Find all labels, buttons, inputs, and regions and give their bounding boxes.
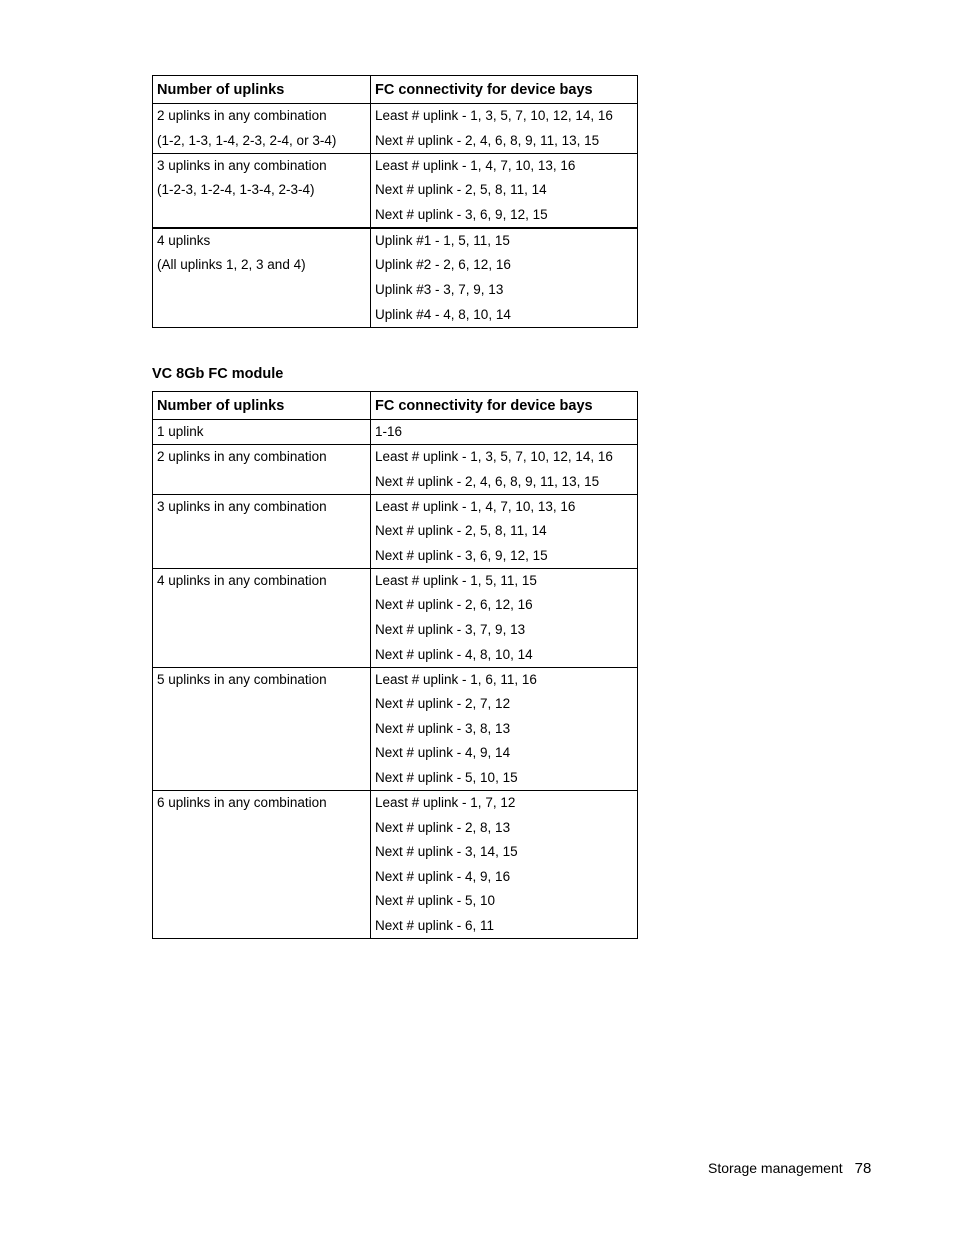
section-heading: VC 8Gb FC module	[152, 366, 284, 382]
page-number: 78	[854, 1160, 872, 1177]
connectivity-line: Least # uplink - 1, 3, 5, 7, 10, 12, 14, 16	[375, 108, 613, 123]
connectivity-line: Uplink #3 - 3, 7, 9, 13	[375, 281, 504, 297]
footer-section-name: Storage management	[708, 1160, 843, 1176]
connectivity-line: Least # uplink - 1, 7, 12	[375, 794, 516, 810]
connectivity-cell	[371, 494, 638, 568]
connectivity-line: Next # uplink - 5, 10	[375, 893, 496, 909]
connectivity-line: Next # uplink - 4, 8, 10, 14	[375, 646, 533, 662]
uplink-count-cell	[153, 667, 371, 790]
table-row	[153, 790, 638, 938]
uplink-count-cell	[153, 790, 371, 938]
column-header-fc-connectivity: FC connectivity for device bays	[371, 392, 638, 420]
connectivity-line: Least # uplink - 1, 4, 7, 10, 13, 16	[375, 498, 576, 514]
uplink-count-text: 4 uplinks in any combination	[157, 572, 327, 588]
connectivity-line: Next # uplink - 6, 11	[375, 917, 495, 933]
table-row	[153, 153, 638, 228]
connectivity-line: Uplink #2 - 2, 6, 12, 16	[375, 257, 511, 273]
connectivity-line: Next # uplink - 3, 6, 9, 12, 15	[375, 547, 548, 563]
uplink-count-cell	[153, 568, 371, 667]
uplink-count-text: 3 uplinks in any combination	[157, 157, 327, 173]
uplink-count-text: 5 uplinks in any combination	[157, 671, 327, 687]
uplink-count-cell	[153, 228, 371, 327]
uplink-combinations-text: (1-2-3, 1-2-4, 1-3-4, 2-3-4)	[157, 182, 315, 198]
uplink-count-cell	[153, 104, 371, 154]
connectivity-line: Next # uplink - 3, 6, 9, 12, 15	[375, 206, 548, 222]
connectivity-line: Least # uplink - 1, 6, 11, 16	[375, 671, 537, 687]
table-row	[153, 445, 638, 495]
table-header-row	[153, 392, 638, 420]
connectivity-line: Next # uplink - 5, 10, 15	[375, 769, 518, 785]
uplink-count-cell	[153, 494, 371, 568]
connectivity-cell	[371, 104, 638, 154]
table-row	[153, 228, 638, 327]
table-row	[153, 420, 638, 445]
uplink-count-text: 4 uplinks	[157, 232, 211, 248]
connectivity-cell	[371, 667, 638, 790]
connectivity-line: Uplink #4 - 4, 8, 10, 14	[375, 306, 511, 322]
connectivity-line: 1-16	[375, 424, 403, 439]
column-header-number-of-uplinks: Number of uplinks	[153, 76, 371, 104]
connectivity-line: Next # uplink - 3, 14, 15	[375, 844, 518, 860]
uplink-count-text: 2 uplinks in any combination	[157, 449, 327, 464]
uplink-combinations-text: (1-2, 1-3, 1-4, 2-3, 2-4, or 3-4)	[157, 132, 337, 148]
uplink-count-text: 3 uplinks in any combination	[157, 498, 327, 514]
connectivity-line: Least # uplink - 1, 5, 11, 15	[375, 572, 537, 588]
connectivity-cell	[371, 568, 638, 667]
connectivity-cell	[371, 420, 638, 445]
connectivity-line: Next # uplink - 2, 4, 6, 8, 9, 11, 13, 15	[375, 473, 600, 489]
uplink-count-text: 1 uplink	[157, 424, 204, 439]
connectivity-line: Next # uplink - 4, 9, 14	[375, 745, 511, 761]
column-header-fc-connectivity: FC connectivity for device bays	[371, 76, 638, 104]
connectivity-cell	[371, 153, 638, 228]
connectivity-line: Next # uplink - 3, 8, 13	[375, 720, 511, 736]
connectivity-line: Next # uplink - 3, 7, 9, 13	[375, 621, 526, 637]
column-header-number-of-uplinks: Number of uplinks	[153, 392, 371, 420]
connectivity-line: Next # uplink - 2, 4, 6, 8, 9, 11, 13, 15	[375, 132, 600, 148]
connectivity-line: Next # uplink - 2, 5, 8, 11, 14	[375, 182, 547, 198]
table-row	[153, 667, 638, 790]
connectivity-cell	[371, 228, 638, 327]
uplink-count-cell	[153, 445, 371, 495]
uplink-combinations-text: (All uplinks 1, 2, 3 and 4)	[157, 257, 306, 273]
connectivity-line: Next # uplink - 2, 5, 8, 11, 14	[375, 523, 547, 539]
uplinks-table-continued	[152, 75, 638, 328]
connectivity-line: Next # uplink - 2, 7, 12	[375, 696, 511, 712]
table-row	[153, 104, 638, 154]
connectivity-cell	[371, 445, 638, 495]
connectivity-line: Least # uplink - 1, 3, 5, 7, 10, 12, 14, 16	[375, 449, 613, 464]
connectivity-cell	[371, 790, 638, 938]
uplink-count-text: 6 uplinks in any combination	[157, 794, 327, 810]
page-footer	[708, 1158, 871, 1179]
vc-8gb-fc-uplinks-table	[152, 391, 638, 939]
uplink-count-cell	[153, 420, 371, 445]
connectivity-line: Least # uplink - 1, 4, 7, 10, 13, 16	[375, 157, 576, 173]
table-row	[153, 494, 638, 568]
connectivity-line: Next # uplink - 2, 8, 13	[375, 819, 511, 835]
table-header-row	[153, 76, 638, 104]
connectivity-line: Next # uplink - 4, 9, 16	[375, 868, 511, 884]
connectivity-line: Next # uplink - 2, 6, 12, 16	[375, 597, 533, 613]
uplink-count-cell	[153, 153, 371, 228]
table-row	[153, 568, 638, 667]
connectivity-line: Uplink #1 - 1, 5, 11, 15	[375, 232, 510, 248]
uplink-count-text: 2 uplinks in any combination	[157, 108, 327, 123]
